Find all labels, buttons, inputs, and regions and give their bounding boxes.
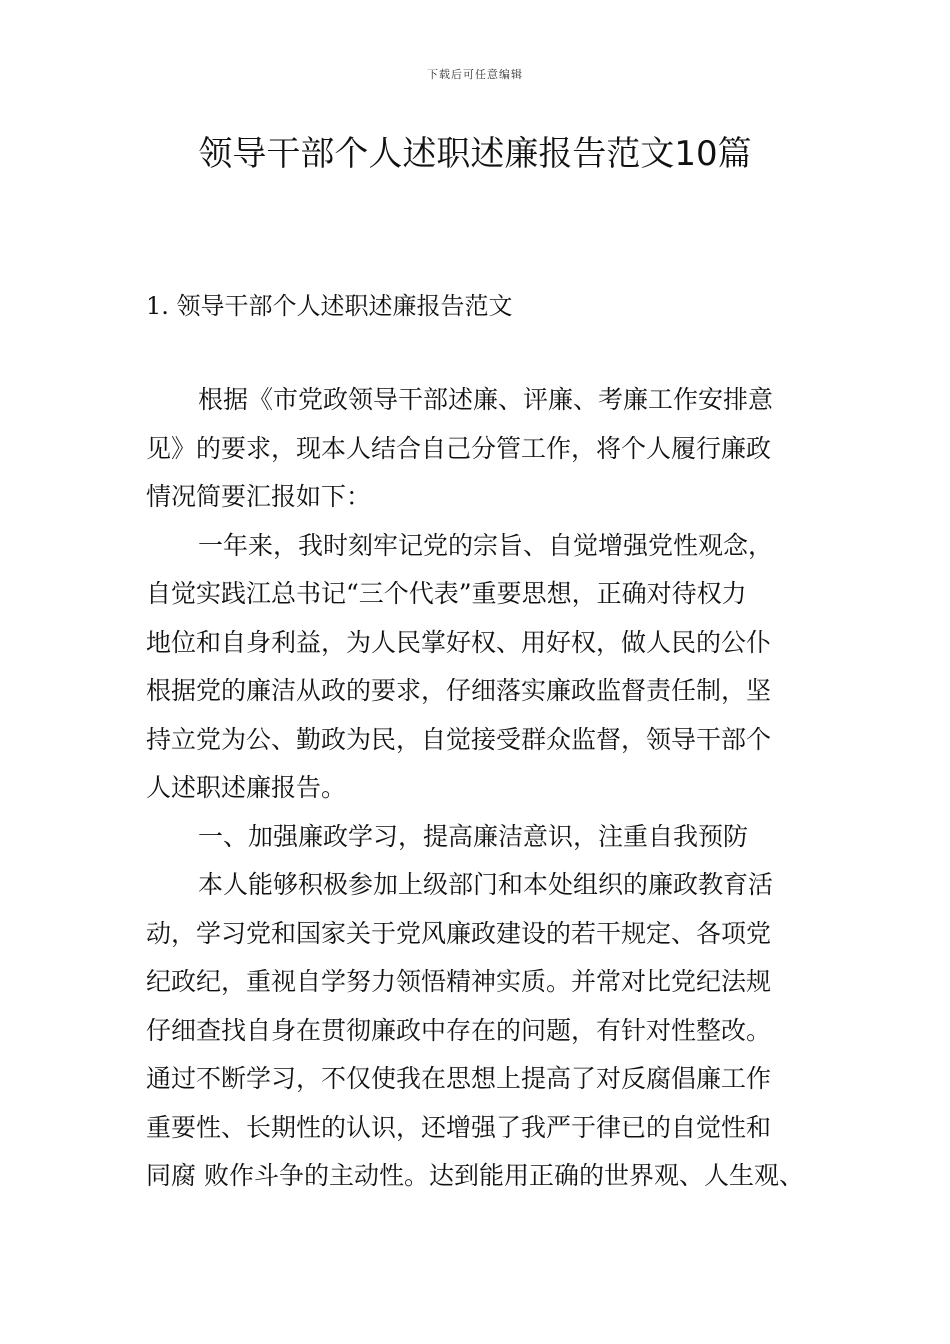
paragraph [146,376,826,522]
text-line: 通过不断学习，不仅使我在思想上提高了对反腐倡廉工作 [146,1064,772,1093]
text-line: 本人能够积极参加上级部门和本处组织的廉政教育活 [198,870,774,899]
document-title: 领导干部个人述职述廉报告范文10篇 [198,134,752,174]
text-line: 根据《市党政领导干部述廉、评廉、考廉工作安排意 [198,385,774,414]
text-line: 仔细查找自身在贯彻廉政中存在的问题，有针对性整改。 [146,1015,772,1045]
text-line: 自觉实践江总书记“三个代表”重要思想，正确对待权力 [146,579,747,608]
header-note: 下载后可任意编辑 [427,68,523,81]
text-line: 地位和自身利益，为人民掌好权、用好权，做人民的公仆 [146,627,772,657]
paragraph [146,861,826,1201]
text-line: 动，学习党和国家关于党风廉政建设的若干规定、各项党 [146,918,772,948]
text-line: 见》的要求，现本人结合自己分管工作，将个人履行廉政 [146,433,772,463]
text-line: 一、加强廉政学习，提高廉洁意识，注重自我预防 [198,821,749,851]
paragraph [146,813,826,862]
text-line: 重要性、长期性的认识，还增强了我严于律已的自觉性和 [146,1112,772,1142]
text-line: 持立党为公、勤政为民，自觉接受群众监督，领导干部个 [146,724,772,754]
text-line: 同腐 败作斗争的主动性。达到能用正确的世界观、人生观、 [146,1161,804,1190]
text-line: 根据党的廉洁从政的要求，仔细落实廉政监督责任制，坚 [146,676,772,705]
paragraph [146,522,826,813]
body-text [146,376,826,1201]
text-line: 人述职述廉报告。 [146,773,347,802]
section-heading: 1. 领导干部个人述职述廉报告范文 [146,292,513,320]
text-line: 一年来，我时刻牢记党的宗旨、自觉增强党性观念， [198,530,774,560]
text-line: 纪政纪，重视自学努力领悟精神实质。并常对比党纪法规 [146,967,772,996]
text-line: 情况简要汇报如下： [146,482,372,511]
